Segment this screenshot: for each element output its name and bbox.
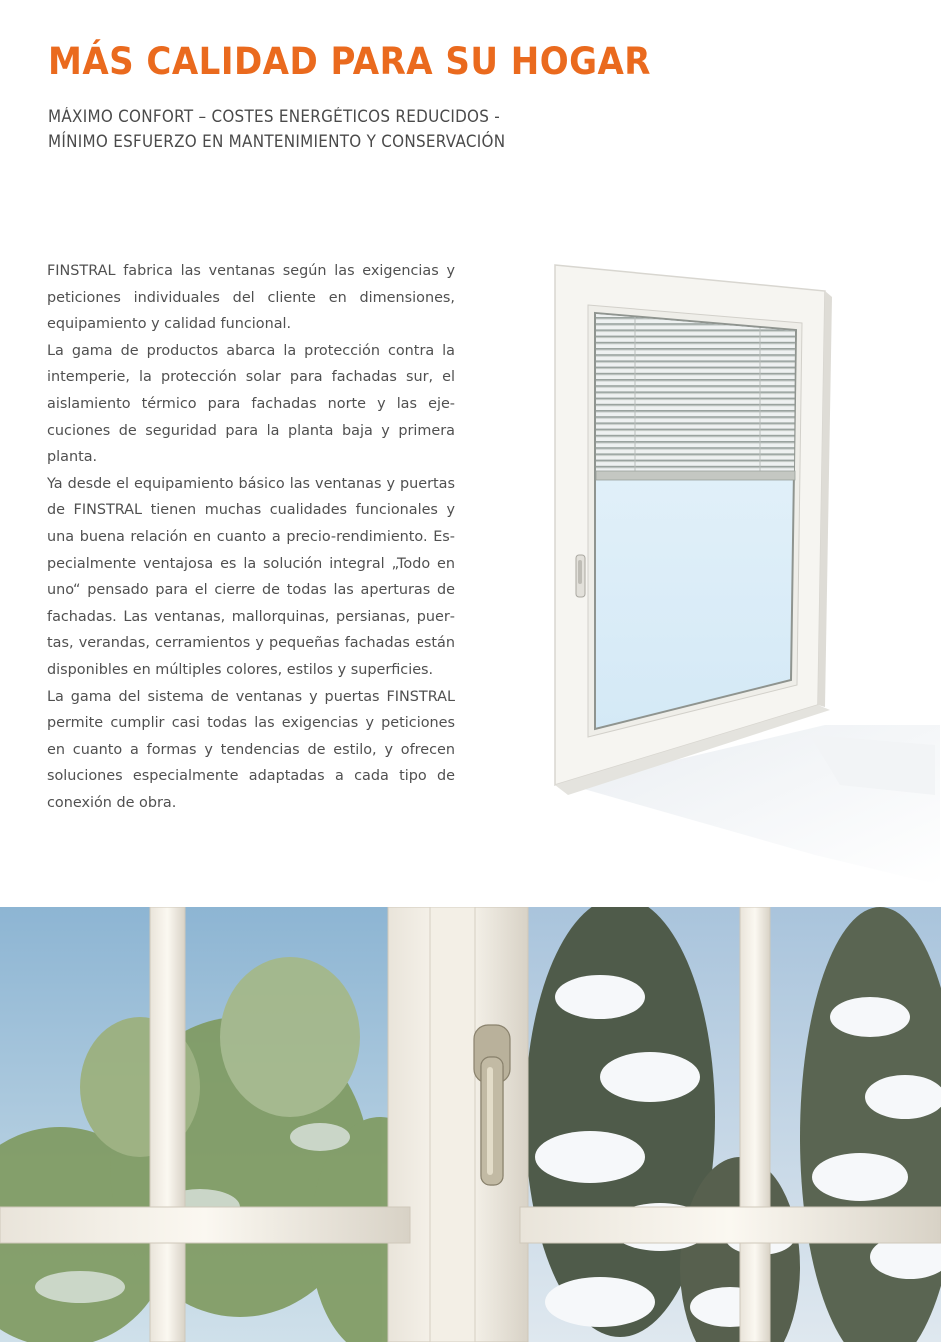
subtitle-line: MÍNIMO ESFUERZO EN MANTENIMIENTO Y CONSERVACIÓN <box>48 132 506 151</box>
paragraph: Ya desde el equipamiento básico las ventanas y puertas de FINSTRAL tienen muchas cualidades funcionales y una buena relación en cuanto a precio-rendimiento. Especialmente ventajosa es la solución integral „Todo en uno“ pensado para el cierre de todas las aperturas de fachadas. Las ventanas, mallorquinas, persianas, puertas, verandas, cerramientos y pequeñas fachadas están disponibles en múltiples colores, estilos y superficies. <box>47 475 455 678</box>
venetian-blind <box>596 314 795 477</box>
winter-window-illustration <box>0 907 941 1342</box>
body-text <box>47 258 455 816</box>
subtitle-line: MÁXIMO CONFORT – COSTES ENERGÉTICOS REDUCIDOS - <box>48 107 501 126</box>
blind-bottom-rail <box>596 471 795 480</box>
paragraph: FINSTRAL fabrica las ventanas según las exigencias y peticiones individuales del cliente en dimensiones, equipamiento y calidad funcional. <box>47 263 455 333</box>
page-title: MÁS CALIDAD PARA SU HOGAR <box>48 40 651 83</box>
page-subtitle <box>48 104 505 154</box>
paragraph: La gama de productos abarca la protección contra la intemperie, la protección solar para fachadas sur, el aislamiento térmico para fachadas norte y las ejecuciones de seguridad para la planta baja y primera planta. <box>47 342 455 466</box>
window-winter-photo <box>0 907 941 1342</box>
window-illustration <box>540 255 940 895</box>
window-product-photo <box>540 255 940 895</box>
paragraph: La gama del sistema de ventanas y puertas FINSTRAL permite cumplir casi todas las exigencias y peticiones en cuanto a formas y tendencias de estilo, y ofrecen soluciones especialmente adaptadas a cada tipo de conexión de obra. <box>47 688 455 811</box>
